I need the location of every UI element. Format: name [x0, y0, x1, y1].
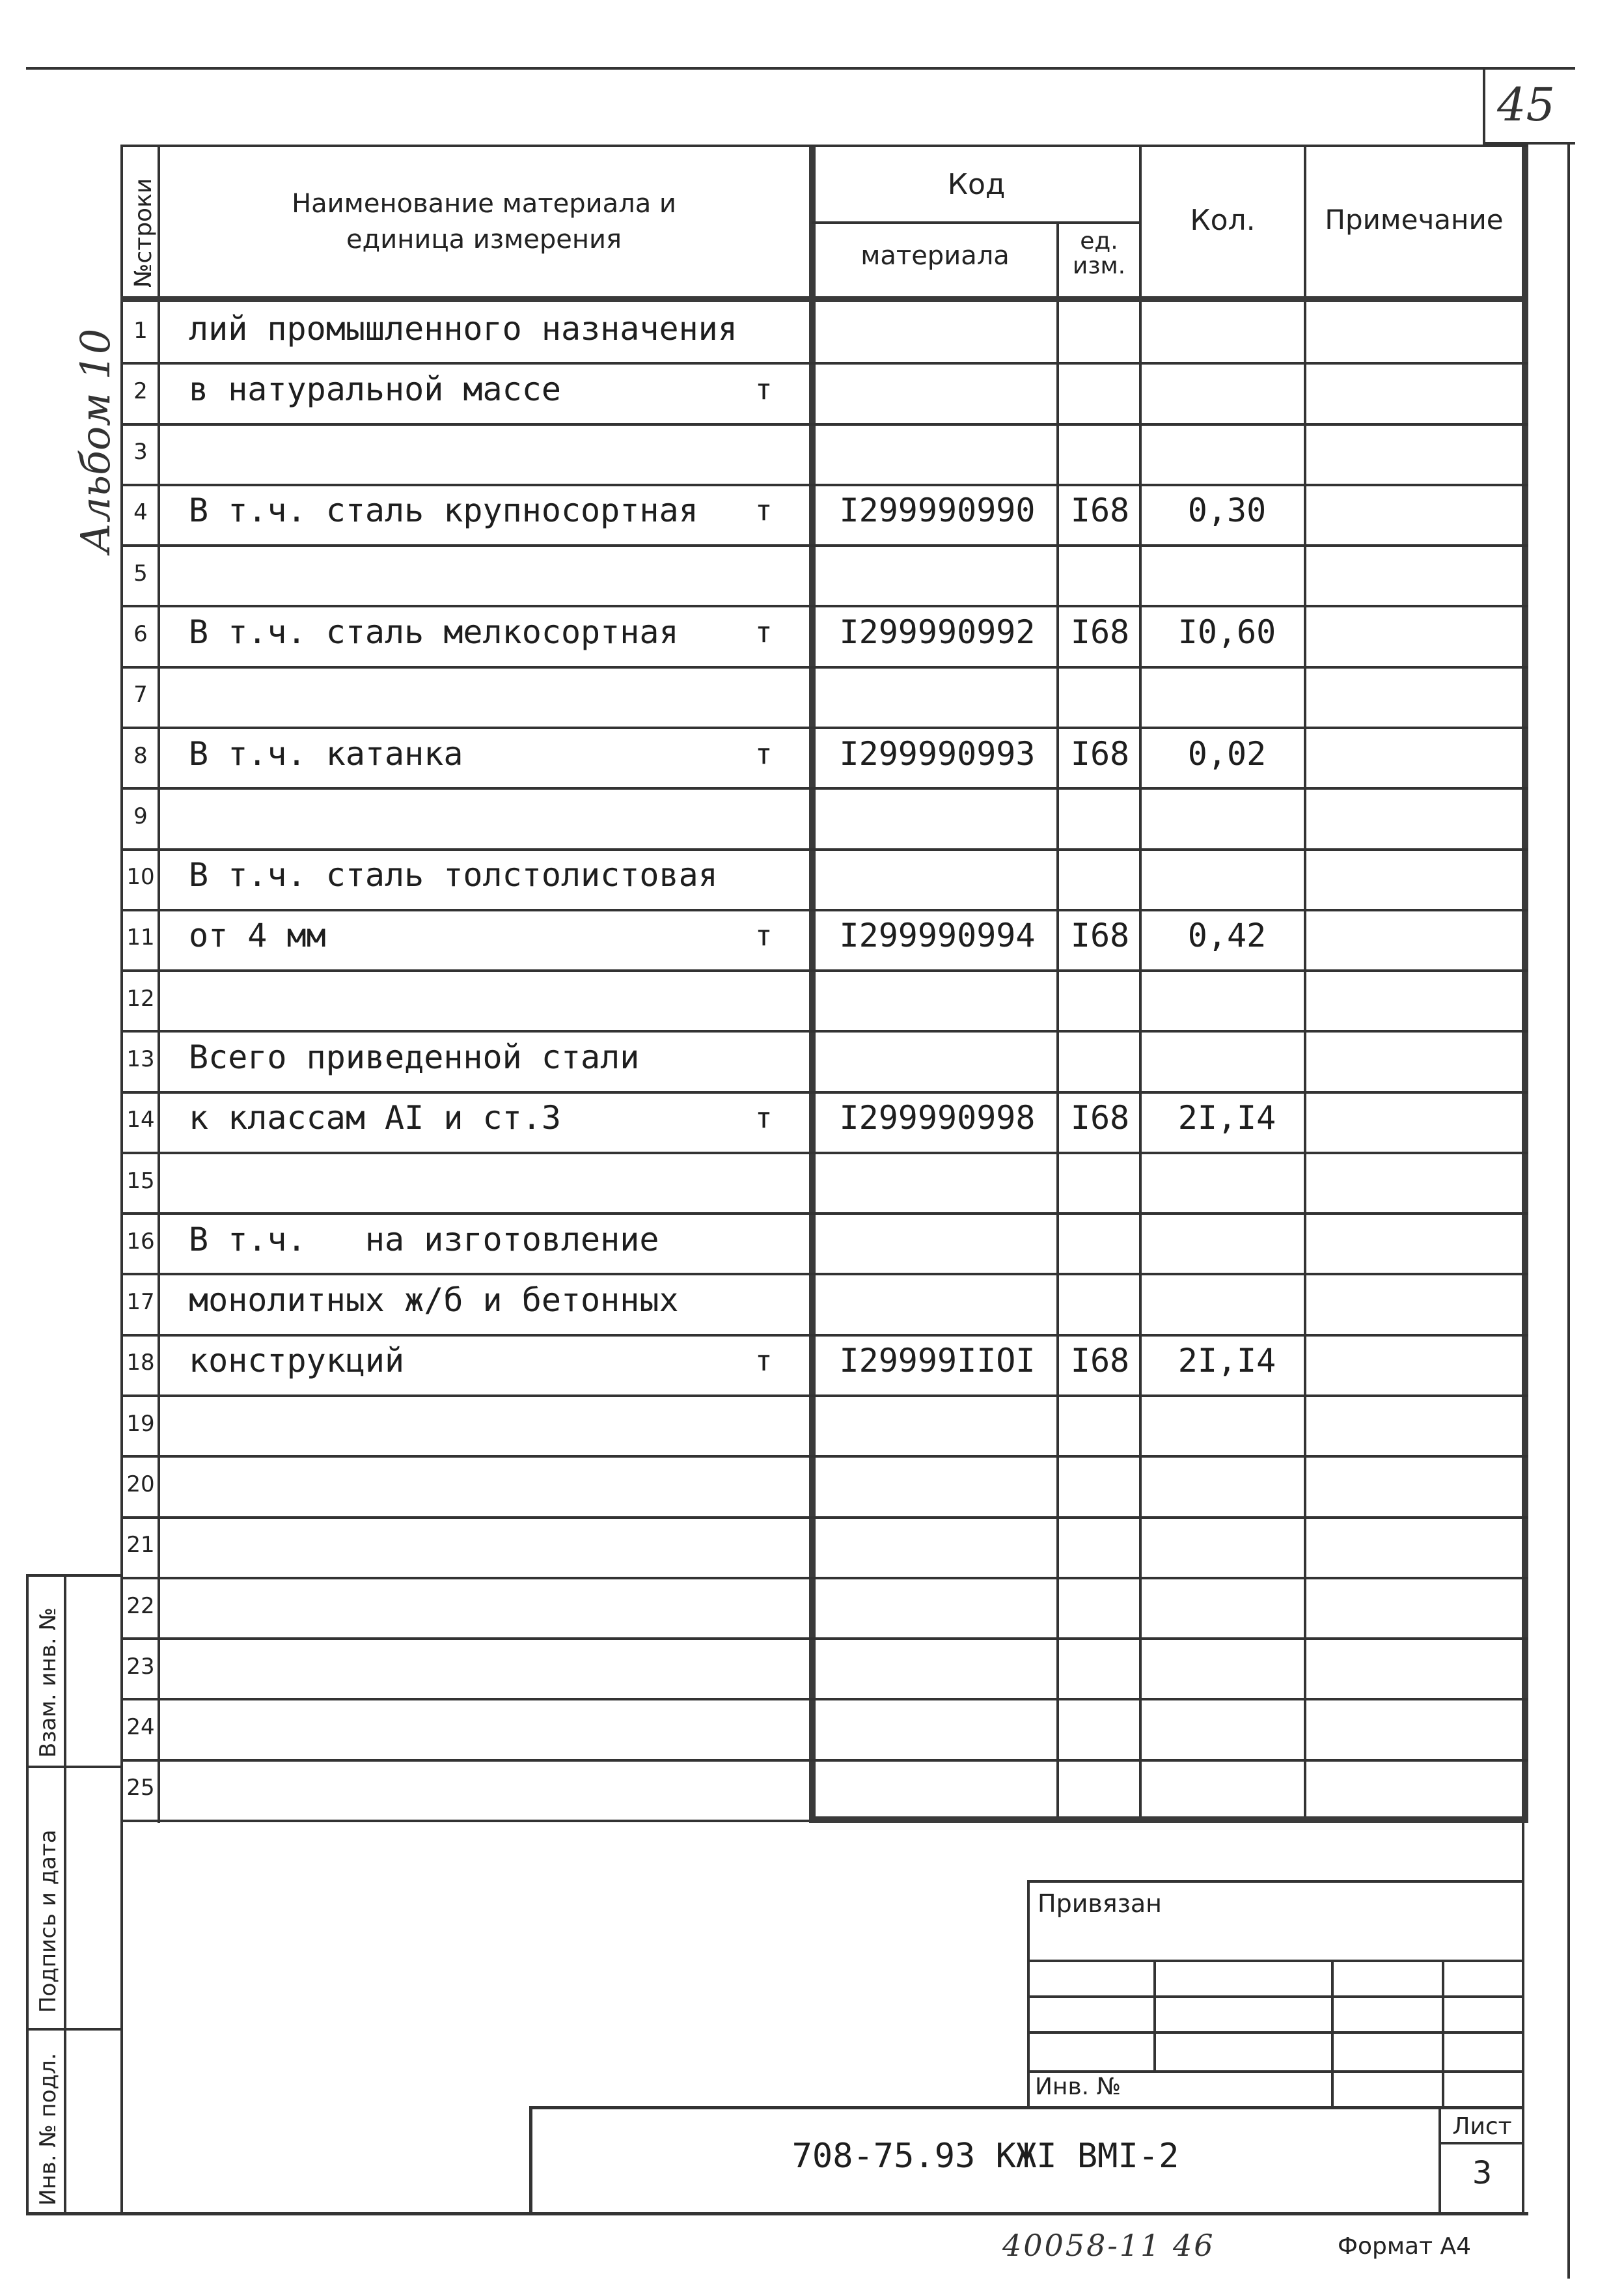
row-unit-code: I68: [1070, 1342, 1130, 1380]
table-unit-border: [1056, 221, 1059, 1823]
page-number-box-left: [1483, 67, 1485, 144]
row-number: 2: [133, 378, 148, 404]
row-unit: т: [755, 1102, 773, 1135]
document-code: 708-75.93 КЖI ВМI-2: [791, 2137, 1179, 2176]
row-divider: [120, 484, 1528, 486]
row-material-code: I299990994: [839, 917, 1036, 954]
row-unit-code: I68: [1070, 917, 1130, 954]
top-border-line: [26, 67, 1575, 70]
row-divider: [120, 1394, 1528, 1397]
row-number: 9: [133, 803, 148, 829]
row-number: 14: [126, 1107, 155, 1133]
row-number: 24: [126, 1714, 155, 1740]
stamp-inv-no-label: Инв. №: [1035, 2074, 1122, 2100]
row-number: 12: [126, 986, 155, 1012]
row-unit-code: I68: [1070, 492, 1130, 529]
row-divider: [120, 1577, 1528, 1579]
row-number: 10: [126, 864, 155, 890]
row-divider: [120, 1212, 1528, 1215]
row-divider: [120, 544, 1528, 547]
row-number: 17: [126, 1289, 155, 1315]
stamp-grid-v2: [1331, 1960, 1334, 2108]
row-number: 8: [133, 743, 148, 769]
row-unit-code: I68: [1070, 1099, 1130, 1137]
row-number: 20: [126, 1471, 155, 1497]
row-divider: [120, 1759, 1528, 1762]
stamp-grid-h1: [1028, 1960, 1523, 1962]
row-quantity: I0,60: [1177, 613, 1276, 651]
row-divider: [120, 1273, 1528, 1275]
row-unit: т: [755, 373, 773, 406]
row-divider: [120, 1152, 1528, 1154]
row-quantity: 2I,I4: [1177, 1342, 1276, 1380]
stamp-privyazan-left: [1027, 1880, 1030, 2108]
row-number: 19: [126, 1411, 155, 1437]
row-divider: [120, 605, 1528, 607]
row-number: 21: [126, 1532, 155, 1558]
row-number: 22: [126, 1593, 155, 1619]
frame-bottom-border: [26, 2212, 1528, 2215]
note-header: Примечание: [1325, 204, 1504, 236]
code-header-split: [812, 221, 1140, 224]
stamp-grid-h4: [1028, 2070, 1523, 2073]
table-left-border: [120, 145, 123, 2215]
stamp-list-number: 3: [1472, 2155, 1493, 2191]
stamp-grid-v1: [1153, 1960, 1156, 2070]
row-quantity: 2I,I4: [1177, 1099, 1276, 1137]
row-material-name: лий промышленного назначения: [189, 310, 737, 348]
row-material-name: в натуральной массе: [189, 370, 561, 408]
stamp-title-top: [530, 2106, 1523, 2109]
footer-handwritten-number: 40058-11 46: [1002, 2228, 1215, 2263]
stamp-list-label: Лист: [1452, 2113, 1512, 2140]
row-unit: т: [755, 616, 773, 649]
table-top-border: [120, 145, 1528, 147]
row-number: 4: [133, 499, 148, 525]
row-material-name: В т.ч. сталь крупносортная: [189, 492, 698, 529]
header-bottom-border: [120, 296, 1528, 302]
row-unit: т: [755, 738, 773, 771]
row-number: 6: [133, 621, 148, 647]
row-divider: [120, 666, 1528, 669]
row-divider: [120, 1030, 1528, 1033]
side-label-inv-podl: Инв. № подл.: [35, 2053, 61, 2206]
row-quantity: 0,42: [1187, 917, 1267, 954]
row-number: 13: [126, 1046, 155, 1072]
row-unit: т: [755, 494, 773, 527]
row-number: 7: [133, 682, 148, 708]
stamp-list-split: [1438, 2142, 1523, 2144]
row-material-code: I299990990: [839, 492, 1036, 529]
row-material-name: монолитных ж/б и бетонных: [189, 1281, 679, 1319]
side-stamp-inner-border: [64, 1574, 66, 2213]
table-rownum-border: [158, 145, 160, 1823]
row-divider: [120, 787, 1528, 790]
name-header-line2: единица измерения: [346, 225, 622, 255]
format-label: Формат А4: [1338, 2233, 1472, 2260]
stamp-privyazan-top: [1028, 1880, 1523, 1883]
row-number: 18: [126, 1350, 155, 1376]
side-label-podpis: Подпись и дата: [35, 1829, 61, 2013]
side-label-vzam: Взам. инв. №: [35, 1607, 61, 1758]
row-number: 25: [126, 1775, 155, 1801]
row-divider: [120, 727, 1528, 729]
row-material-code: I299990998: [839, 1099, 1036, 1137]
code-unit-header-line1: ед.: [1080, 228, 1118, 255]
row-number: 16: [126, 1228, 155, 1255]
row-divider: [120, 423, 1528, 426]
row-unit: т: [755, 919, 773, 952]
row-number: 15: [126, 1168, 155, 1194]
row-divider: [120, 1455, 1528, 1458]
stamp-grid-h3: [1028, 2031, 1523, 2034]
stamp-grid-h2: [1028, 1995, 1523, 1998]
row-material-name: к классам AI и ст.3: [189, 1099, 561, 1137]
side-stamp-sep1: [26, 1766, 122, 1768]
code-unit-header-line2: изм.: [1072, 253, 1126, 279]
table-code-border: [809, 145, 816, 1823]
row-unit-code: I68: [1070, 735, 1130, 773]
row-number: 23: [126, 1654, 155, 1680]
code-material-header: материала: [860, 241, 1010, 271]
row-material-name: В т.ч. сталь мелкосортная: [189, 613, 679, 651]
table-note-border: [1304, 145, 1306, 1823]
stamp-privyazan-label: Привязан: [1038, 1889, 1162, 1918]
row-number: 11: [126, 924, 155, 950]
page-number: 45: [1497, 78, 1556, 132]
row-divider: [120, 1698, 1528, 1700]
row-material-name: от 4 мм: [189, 917, 326, 954]
row-material-code: I299990992: [839, 613, 1036, 651]
row-divider: [120, 1516, 1528, 1519]
row-divider: [120, 909, 1528, 911]
row-divider: [120, 848, 1528, 851]
row-divider: [120, 1091, 1528, 1094]
row-divider: [120, 969, 1528, 972]
row-material-name: конструкций: [189, 1342, 405, 1380]
row-number: 3: [133, 439, 148, 465]
table-right-border: [1522, 145, 1528, 1823]
side-stamp-left-border: [26, 1574, 29, 2213]
row-unit: т: [755, 1344, 773, 1378]
stamp-grid-v3: [1442, 1960, 1444, 2108]
row-divider: [120, 1637, 1528, 1640]
row-quantity: 0,02: [1187, 735, 1267, 773]
table-qty-border: [1139, 145, 1142, 1823]
row-divider: [120, 362, 1528, 365]
album-note: Альбом 10: [72, 328, 119, 553]
row-material-name: В т.ч. сталь толстолистовая: [189, 856, 718, 894]
row-divider: [120, 1334, 1528, 1337]
row-material-code: I299990993: [839, 735, 1036, 773]
row-number: 1: [133, 318, 148, 344]
row-material-code: I29999IIOI: [839, 1342, 1036, 1380]
table-bottom-border: [809, 1816, 1528, 1823]
row-material-name: Всего приведенной стали: [189, 1038, 640, 1076]
qty-header: Кол.: [1190, 204, 1256, 237]
row-quantity: 0,30: [1187, 492, 1267, 529]
row-unit-code: I68: [1070, 613, 1130, 651]
name-header-line1: Наименование материала и: [292, 189, 676, 219]
code-header: Код: [947, 168, 1006, 201]
right-frame-line: [1567, 143, 1570, 2279]
side-stamp-sep2: [26, 2028, 122, 2031]
side-stamp-top: [26, 1574, 122, 1577]
row-number-header: №строки: [130, 178, 157, 288]
row-material-name: В т.ч. на изготовление: [189, 1221, 659, 1258]
row-material-name: В т.ч. катанка: [189, 735, 463, 773]
row-number: 5: [133, 561, 148, 587]
